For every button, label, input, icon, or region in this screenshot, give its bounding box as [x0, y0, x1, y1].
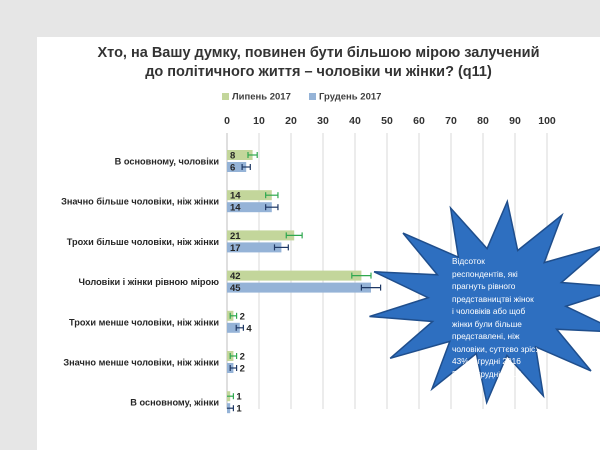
callout-line: прагнуть рівного: [452, 281, 516, 291]
bar: [227, 271, 361, 281]
callout-line: 52% у грудні 2017: [452, 368, 521, 379]
data-label: 8: [230, 150, 236, 162]
slide-panel: [37, 37, 600, 450]
x-tick-label: 20: [285, 115, 297, 127]
data-label: 6: [230, 162, 236, 174]
chart-title-line-1: Хто, на Вашу думку, повинен бути більшою мірою залучений: [97, 45, 540, 61]
data-label: 42: [230, 271, 241, 283]
legend-swatch: [309, 93, 316, 100]
callout-line: жінки були більше: [452, 318, 522, 329]
data-label: 17: [230, 242, 241, 254]
data-label: 21: [230, 230, 241, 242]
callout-line: Відсоток: [452, 256, 485, 266]
x-tick-label: 30: [317, 115, 329, 127]
x-tick-label: 100: [538, 115, 556, 127]
callout-line: респондентів, які: [452, 268, 518, 279]
legend-swatch: [222, 93, 229, 100]
category-label: В основному, чоловіки: [114, 156, 219, 167]
data-label: 14: [230, 190, 241, 202]
bar: [227, 283, 371, 293]
callout-text: [452, 255, 567, 380]
category-label: В основному, жінки: [130, 397, 219, 408]
callout-line: і чоловіків або щоб: [452, 306, 526, 316]
callout-line: представлені, ніж: [452, 331, 520, 341]
x-tick-label: 80: [477, 115, 489, 127]
data-label: 2: [239, 311, 245, 323]
data-label: 4: [246, 323, 252, 335]
data-label: 14: [230, 202, 241, 214]
data-label: 1: [236, 403, 242, 415]
chart-title-line-2: до політичного життя – чоловіки чи жінки? (q11): [145, 64, 492, 80]
x-tick-label: 0: [224, 115, 230, 127]
data-label: 2: [239, 363, 245, 375]
callout-line: 43% у грудні 2016: [452, 356, 521, 366]
x-tick-label: 10: [253, 115, 265, 127]
x-tick-label: 50: [381, 115, 393, 127]
category-label: Трохи більше чоловіки, ніж жінки: [66, 236, 219, 247]
callout-line: чоловіки, суттєво зріс:: [452, 343, 538, 354]
data-label: 45: [230, 283, 241, 295]
category-label: Чоловіки і жінки рівною мірою: [78, 277, 219, 288]
data-label: 2: [239, 351, 245, 363]
x-tick-label: 90: [509, 115, 521, 127]
bar-chart: [37, 37, 600, 450]
x-tick-label: 70: [445, 115, 457, 127]
x-tick-label: 60: [413, 115, 425, 127]
category-label: Значно більше чоловіки, ніж жінки: [61, 196, 219, 207]
category-label: Значно менше чоловіки, ніж жінки: [63, 357, 219, 368]
legend-label: Липень 2017: [232, 91, 291, 103]
category-label: Трохи менше чоловіки, ніж жінки: [69, 317, 219, 328]
x-tick-label: 40: [349, 115, 361, 127]
legend-label: Грудень 2017: [319, 91, 382, 103]
callout-line: представництві жінок: [452, 293, 534, 304]
data-label: 1: [236, 391, 242, 403]
